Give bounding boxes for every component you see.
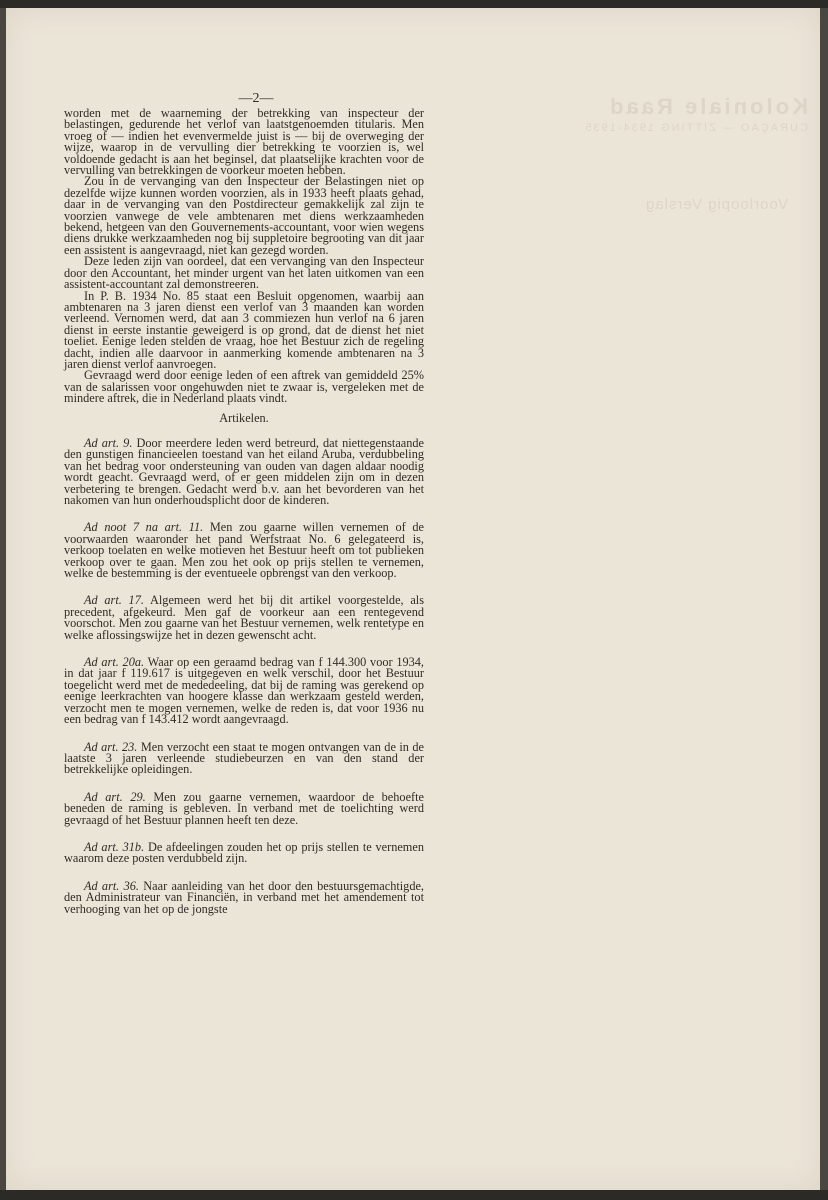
- scan-border-bottom: [0, 1190, 828, 1200]
- article-paragraph: [64, 435, 425, 507]
- section-heading: Artikelen.: [219, 410, 269, 425]
- article-text: Waar op een geraamd bedrag van f 144.300 voor 1934, in dat jaar f 119.617 is uitgegeven en welk verschil, door het Bestuur toegelicht werd met de mededeeling, dat bij de raming was gerekend op eenige leerkrachten van hoogere klasse dan werkzaam gesteld werden, verzocht men te mogen vernemen, welke de reden is, dat voor 1936 nu een bedrag van f 143.412 wordt aangevraagd.: [64, 655, 424, 727]
- article-ref: Ad art. 36.: [84, 878, 140, 893]
- article-paragraph: [64, 595, 424, 641]
- bleed-line-2: CURAÇAO — ZITTING 1934-1935: [583, 122, 808, 134]
- article-text: Algemeen werd het bij dit artikel voorgestelde, als precedent, afgekeurd. Men gaf de voorkeur aan een rentegevend voorschot. Men zou gaarne van het Bestuur vernemen, welk rentetype en welke aflossingswijze het in dezen gewenscht acht.: [64, 593, 424, 642]
- article-text: Naar aanleiding van het door den bestuursgemachtigde, den Administrateur van Financiën, in verband met het amendement tot verhooging van het op de jongste: [64, 878, 425, 916]
- bleed-line-3: Voorloopig Verslag: [644, 196, 788, 213]
- article-text: Door meerdere leden werd betreurd, dat niettegenstaande den gunstigen financieelen toestand van het eiland Aruba, verdubbeling van het bedrag voor ondersteuning van ouden van dagen aldaar noodig wordt geacht. Gevraagd werd, of er geen middelen zijn om in dezen verbetering te brengen. Gedacht werd b.v. aan het bevorderen van het nakomen van hun onderhoudsplicht door de kinderen.: [64, 435, 425, 507]
- article-paragraph: [64, 657, 424, 725]
- article-ref: Ad art. 23.: [84, 739, 138, 754]
- article-text: Men verzocht een staat te mogen ontvangen van de in de laatste 3 jaren verleende studiebeurzen en van den stand der betrekkelijke opleidingen.: [64, 739, 424, 777]
- article-ref: Ad art. 20a.: [84, 655, 145, 670]
- article-paragraph: [64, 878, 425, 916]
- intro-paragraph-5: Gevraagd werd door eenige leden of een aftrek van gemiddeld 25% van de salarissen voor ongehuwden niet te zwaar is, vergeleken met de mindere aftrek, die in Nederland plaats vindt.: [64, 368, 424, 406]
- article-ref: Ad art. 9.: [84, 435, 133, 450]
- page-number: —2—: [238, 91, 274, 106]
- article-text: Men zou gaarne vernemen, waardoor de behoefte beneden de raming is gebleven. In verband met de toelichting werd gevraagd of het Bestuur plannen heeft ten deze.: [64, 789, 424, 827]
- intro-paragraph-4: In P. B. 1934 No. 85 staat een Besluit opgenomen, waarbij aan ambtenaren na 3 jaren dienst een verlof van 3 maanden kan worden verleend. Vernomen werd, dat aan 3 commiezen hun verlof na 6 jaren dienst in eerste instantie geweigerd is op grond, dat de dienst het niet toeliet. Eenige leden stelden de vraag, hoe het Bestuur zich de regeling dacht, indien alle daarvoor in aanmerking komende ambtenaren na 3 jaren dienst verlof aanvroegen.: [64, 288, 424, 371]
- article-ref: Ad art. 17.: [84, 593, 144, 608]
- article-paragraph: [64, 739, 424, 777]
- bleed-line-1: Koloniale Raad: [607, 94, 808, 119]
- intro-paragraph-3: Deze leden zijn van oordeel, dat een vervanging van den Inspecteur door den Accountant, het minder urgent van het laten uitkomen van een assistent-accountant zal demonstreeren.: [64, 254, 424, 292]
- document-page: [6, 8, 820, 1190]
- intro-paragraph-2: Zou in de vervanging van den Inspecteur der Belastingen niet op dezelfde wijze kunnen worden voorzien, als in 1933 heeft plaats gehad, daar in de vervanging van den Postdirecteur gemakkelijk zal zijn te voorzien vanwege de vele ambtenaren met diens werkzaamheden bekend, hetgeen van den Gouvernements-accountant, voor wien wegens diens drukke werkzaamheden nog bij suppletoire begrooting van dit jaar een assistent is aangevraagd, niet kan gezegd worden.: [64, 174, 424, 257]
- article-ref: Ad art. 29.: [84, 789, 146, 804]
- intro-paragraph-1: worden met de waarneming der betrekking van inspecteur der belastingen, gedurende het verlof van laatstgenoemden titularis. Men vroeg of — indien het evenvermelde juist is — bij de overweging der wijze, waarop in de vervulling dier betrekking te voorzien is, wel voldoende gedacht is aan het beginsel, dat plaatselijke krachten voor de vervulling van betrekkingen de voorkeur moeten hebben.: [64, 106, 424, 178]
- body-text: [64, 108, 424, 915]
- article-paragraph: [64, 522, 424, 579]
- article-paragraph: [64, 839, 424, 866]
- article-text: De afdeelingen zouden het op prijs stellen te vernemen waarom deze posten verdubbeld zijn.: [64, 839, 424, 866]
- article-paragraph: [64, 789, 424, 827]
- article-text: Men zou gaarne willen vernemen of de voorwaarden waaronder het pand Werfstraat No. 6 gelegateerd is, verkoop toelaten en welke motieven het Bestuur heeft om tot publieken verkoop over te gaan. Men zou het ook op prijs stellen te vernemen, welke de bestemming is der eventueele opbrengst van den verkoop.: [64, 520, 424, 581]
- scan-border-top: [0, 0, 828, 8]
- article-ref: Ad art. 31b.: [84, 839, 145, 854]
- article-ref: Ad noot 7 na art. 11.: [84, 520, 204, 535]
- bleed-through-text: [508, 94, 808, 213]
